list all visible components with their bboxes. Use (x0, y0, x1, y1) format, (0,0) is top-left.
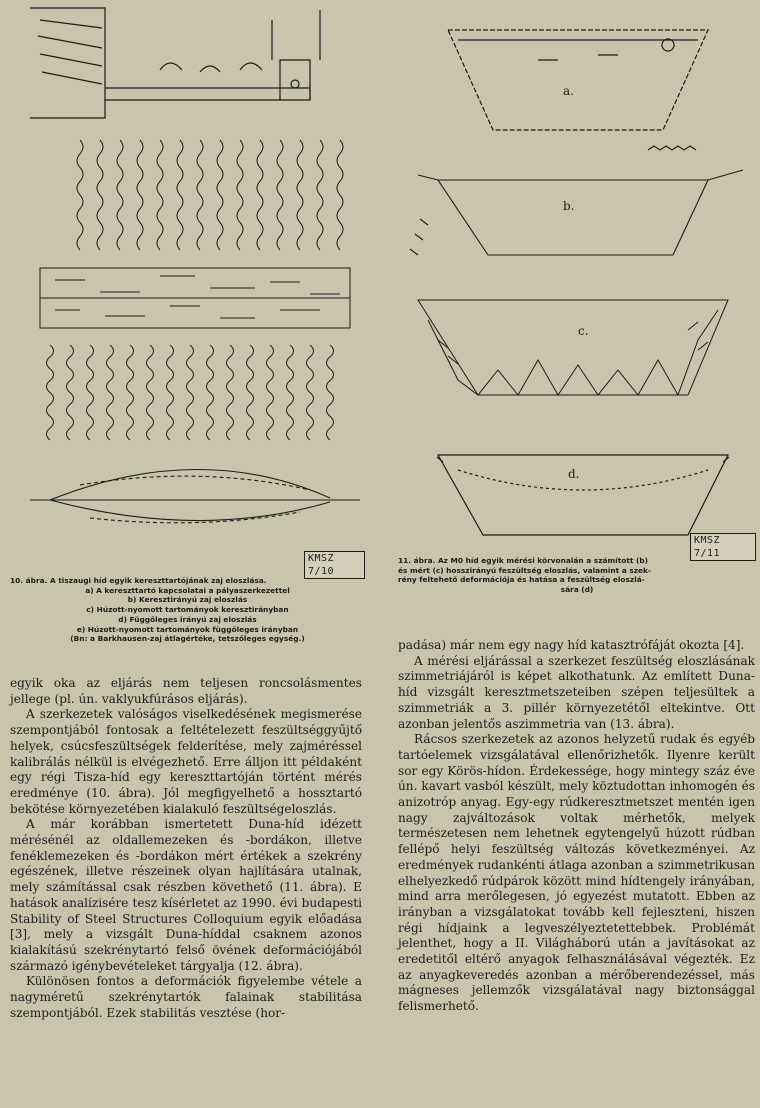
paragraph: egyik oka az eljárás nem teljesen roncsolásmentes jellege (pl. ún. vaklyukfúrásos eljárás). (10, 676, 362, 706)
caption-line: és mért (c) hosszirányú feszültség eloszlás, valamint a szek- (398, 565, 652, 575)
noise-trace (247, 345, 254, 440)
fig11-label-b: b. (563, 199, 575, 213)
noise-trace (147, 345, 154, 440)
caption-line: a) A kereszttartó kapcsolatai a pályaszerkezettel (85, 585, 290, 595)
paragraph: A szerkezetek valóságos viselkedésének megismerése szempontjából fontosak a feltételezett feszültséggyűjtő helyek, csúcsfeszültségek felderítése, mely zajméréssel kalibrálás nélkül is elvégezhető. Erre álljon itt példaként egy régi Tisza-híd egy kereszttartóján történt mérés eredménye (10. ábra). Jól megfigyelhető a hossztartó bekötése környezetében kialakuló feszültségeloszlás. (10, 707, 362, 816)
caption-line: sára (d) (560, 585, 594, 595)
noise-trace (307, 345, 314, 440)
caption-line: b) Keresztirányú zaj eloszlás (127, 595, 248, 605)
fig10-panel-d (47, 345, 334, 440)
caption-line: c) Húzott-nyomott tartományok keresztirányban (86, 605, 289, 615)
figure-10-stamp: KMSZ 7/10 (304, 551, 365, 579)
noise-trace (297, 140, 303, 250)
figure-11-caption (398, 556, 756, 595)
noise-trace (267, 345, 274, 440)
fig11-panel-c (418, 300, 728, 395)
right-body-text (398, 638, 755, 1015)
noise-trace (117, 140, 123, 250)
fig10-panel-e (30, 469, 360, 522)
noise-trace (277, 140, 283, 250)
fig11-label-a: a. (563, 84, 574, 98)
fig11-label-c: c. (578, 324, 589, 338)
noise-trace (47, 345, 54, 440)
noise-trace (217, 140, 223, 250)
fig11-panel-b (410, 146, 743, 255)
paragraph: A mérési eljárással a szerkezet feszültség eloszlásának szimmetriájáról is képet alkothatunk. Az említett Duna-híd vizsgált keresztmetszeteiben szépen teljesültek a szimmetriák a 3. pillér környezetétől eltekintve. Ott azonban jelentős aszimmetria van (13. ábra). (398, 653, 755, 731)
noise-trace (327, 345, 334, 440)
noise-trace (97, 140, 103, 250)
left-column (10, 0, 365, 1108)
figure-10-caption (10, 576, 365, 644)
left-body-text (10, 676, 362, 1021)
noise-trace (237, 140, 243, 250)
noise-trace (317, 140, 323, 250)
paragraph: Különösen fontos a deformációk figyelembe vétele a nagyméretű szekrénytartók falainak stabilitása szempontjából. Ezek stabilitás vesztése (hor- (10, 974, 362, 1020)
noise-trace (207, 345, 214, 440)
noise-trace (287, 345, 294, 440)
noise-trace (177, 140, 183, 250)
figure-10-drawing (10, 0, 365, 577)
noise-trace (137, 140, 143, 250)
fig11-label-d: d. (568, 467, 580, 481)
fig11-panel-a (448, 30, 708, 130)
fig11-panel-d (437, 455, 729, 535)
fig10-panel-b (77, 140, 343, 250)
caption-line: (Bn: a Barkhausen-zaj átlagértéke, tetszőleges egység.) (70, 634, 305, 644)
right-column (398, 0, 756, 1108)
paragraph: Rácsos szerkezetek az azonos helyzetű rudak és egyéb tartóelemek vizsgálatával ellenőrizhetők. Ilyenre került sor egy Körös-hídon. Érdekessége, hogy mintegy száz éve ún. kavart vasból készült, mely köztudottan inhomogén és anizotróp anyag. Egy-egy rúdkeresztmetszet mentén igen nagy zajváltozások voltak mérhetők, melyek természetesen nem lehetnek egytengelyű húzott rúdban fellépő helyi feszültség változás következményei. Az eredmények rudankénti átlaga azonban a szimmetrikusan elhelyezkedő rúdpárok között mind hídtengely irányában, mind arra merőlegesen, jó egyezést mutatott. Ebben az irányban a vizsgálatokat tovább kell fejleszteni, hiszen régi hídjaink a legveszélyeztetettebbek. Problémát jelenthet, hogy a II. Világháború után a javításokat az eredetitől eltérő anyagok felhasználásával végezték. Ez az anyagkeveredés azonban a mérőberendezéssel, más mágneses jellemzők vizsgálatával nagy biztonsággal felismerhető. (398, 732, 755, 1014)
noise-trace (257, 140, 263, 250)
fig10-panel-a (30, 8, 320, 118)
figure-11-stamp: KMSZ 7/11 (690, 533, 756, 561)
caption-line: e) Húzott-nyomott tartományok függőleges irányban (76, 624, 299, 634)
figure-11-drawing (398, 0, 756, 559)
paragraph: A már korábban ismertetett Duna-híd idézett mérésénél az oldallemezeken és -bordákon, illetve fenéklemezeken és -bordákon mért értékek a szekrény egészének, illetve részeinek olyan hajlítására utalnak, mely számítással csak részben követhető (11. ábra). E hatások analízisére tesz kísérletet az 1990. évi budapesti Stability of Steel Structures Colloquium egyik előadása [3], mely a vizsgált Duna-híddal csaknem azonos kialakítású szekrénytartó felső övének deformációjából származó igénybevételeket tárgyalja (12. ábra). (10, 817, 362, 973)
noise-trace (197, 140, 203, 250)
noise-trace (107, 345, 114, 440)
fig10-panel-c (40, 268, 350, 328)
noise-trace (187, 345, 194, 440)
caption-line: 10. ábra. A tiszaugi híd egyik kereszttartójának zaj eloszlása. (10, 576, 267, 585)
noise-trace (87, 345, 94, 440)
caption-line: 11. ábra. Az M0 híd egyik mérési körvonalán a számított (b) (398, 556, 649, 565)
noise-trace (67, 345, 74, 440)
caption-line: d) Függőleges irányú zaj eloszlás (118, 614, 257, 624)
noise-trace (167, 345, 174, 440)
noise-trace (127, 345, 134, 440)
noise-trace (337, 140, 343, 250)
noise-trace (227, 345, 234, 440)
paragraph: padása) már nem egy nagy híd katasztrófáját okozta [4]. (398, 638, 745, 652)
noise-trace (77, 140, 83, 250)
caption-line: rény feltehető deformációja és hatása a feszültség eloszlá- (398, 575, 645, 585)
noise-trace (157, 140, 163, 250)
